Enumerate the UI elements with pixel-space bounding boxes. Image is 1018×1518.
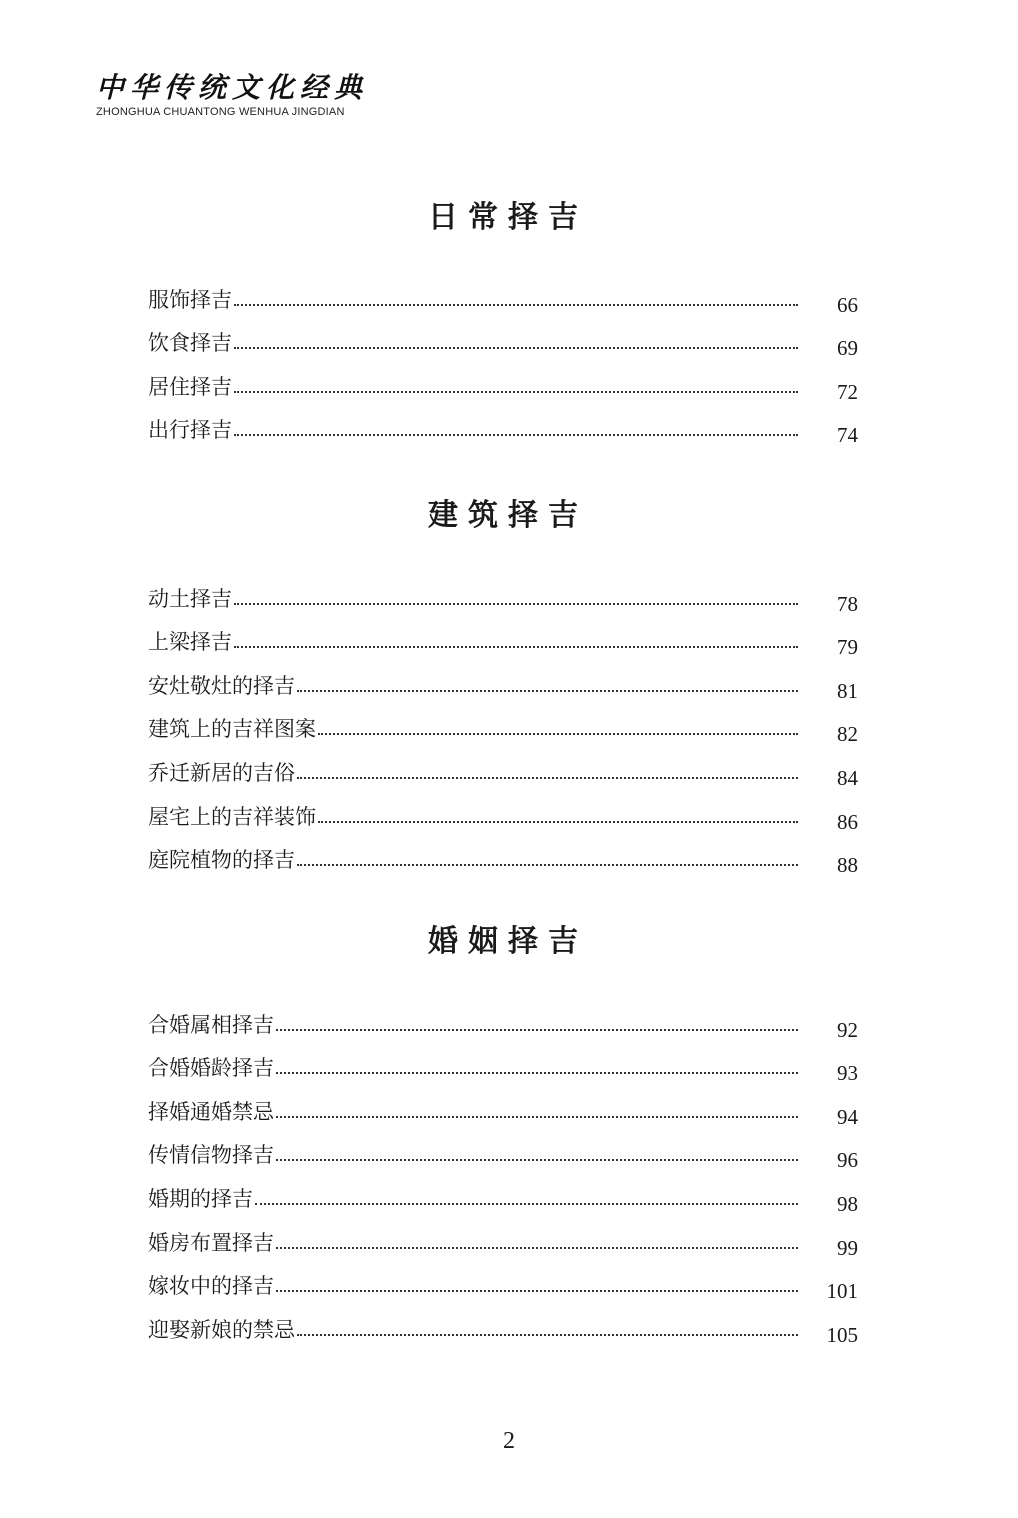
- toc-entry-label: 嫁妆中的择吉: [148, 1274, 274, 1299]
- toc-entry-label: 动土择吉: [148, 586, 232, 611]
- page-number: 2: [503, 1428, 515, 1454]
- toc-entry-page: 101: [826, 1279, 858, 1304]
- toc-entry[interactable]: [148, 1169, 858, 1216]
- toc-entry[interactable]: [148, 656, 858, 703]
- leader-dots: [297, 689, 798, 692]
- toc-list: [148, 270, 858, 448]
- toc-entry[interactable]: [148, 1300, 858, 1347]
- toc-entry-page: 88: [837, 853, 858, 878]
- toc-entry[interactable]: [148, 831, 858, 878]
- toc-entry-label: 上梁择吉: [148, 630, 232, 655]
- leader-dots: [297, 1333, 798, 1336]
- toc-entry-page: 92: [837, 1017, 858, 1042]
- toc-entry[interactable]: [148, 569, 858, 616]
- leader-dots: [276, 1028, 798, 1031]
- toc-entry-label: 婚房布置择吉: [148, 1230, 274, 1255]
- toc-entry[interactable]: [148, 787, 858, 834]
- leader-dots: [318, 820, 798, 823]
- series-title: 中华传统文化经典: [96, 71, 369, 104]
- toc-entry-page: 81: [837, 678, 858, 703]
- toc-entry-label: 合婚属相择吉: [148, 1012, 274, 1037]
- leader-dots: [297, 863, 798, 866]
- toc-entry[interactable]: [148, 314, 858, 361]
- leader-dots: [318, 732, 798, 735]
- toc-entry-page: 94: [837, 1104, 858, 1129]
- toc-entry-page: 78: [837, 591, 858, 616]
- leader-dots: [276, 1158, 798, 1161]
- leader-dots: [276, 1115, 798, 1118]
- toc-entry-page: 93: [837, 1061, 858, 1086]
- running-header: [96, 72, 368, 118]
- toc-entry-page: 66: [837, 292, 858, 317]
- toc-entry[interactable]: [148, 1257, 858, 1304]
- toc-entry-page: 84: [837, 765, 858, 790]
- leader-dots: [276, 1071, 798, 1074]
- toc-entry-label: 迎娶新娘的禁忌: [148, 1317, 295, 1342]
- toc-entry-page: 105: [826, 1322, 858, 1347]
- toc-entry[interactable]: [148, 743, 858, 790]
- toc-entry[interactable]: [148, 1126, 858, 1173]
- section-title: 日常择吉: [428, 200, 588, 235]
- toc-section-marriage: [148, 920, 858, 1347]
- toc-list: [148, 569, 858, 878]
- toc-entry-label: 合婚婚龄择吉: [148, 1056, 274, 1081]
- leader-dots: [276, 1289, 798, 1292]
- toc-entry-label: 乔迁新居的吉俗: [148, 760, 295, 785]
- toc-entry-page: 96: [837, 1148, 858, 1173]
- leader-dots: [234, 303, 798, 306]
- toc-entry-page: 74: [837, 423, 858, 448]
- toc-entry-page: 72: [837, 379, 858, 404]
- series-pinyin: ZHONGHUA CHUANTONG WENHUA JINGDIAN: [96, 106, 345, 118]
- toc-entry-label: 服饰择吉: [148, 287, 232, 312]
- toc-entry-label: 建筑上的吉祥图案: [148, 717, 316, 742]
- toc-section-building: [148, 494, 858, 878]
- toc-entry[interactable]: [148, 613, 858, 660]
- leader-dots: [234, 602, 798, 605]
- section-title: 婚姻择吉: [428, 924, 588, 959]
- toc-entry-page: 82: [837, 722, 858, 747]
- toc-entry-page: 86: [837, 809, 858, 834]
- toc-entry[interactable]: [148, 1213, 858, 1260]
- toc-entry-page: 79: [837, 635, 858, 660]
- toc-entry-page: 98: [837, 1191, 858, 1216]
- leader-dots: [234, 645, 798, 648]
- toc-entry-label: 婚期的择吉: [148, 1186, 253, 1211]
- leader-dots: [276, 1246, 798, 1249]
- toc-entry-label: 安灶敬灶的择吉: [148, 673, 295, 698]
- toc-entry[interactable]: [148, 700, 858, 747]
- toc-entry-label: 屋宅上的吉祥装饰: [148, 804, 316, 829]
- leader-dots: [234, 433, 798, 436]
- leader-dots: [234, 346, 798, 349]
- section-title: 建筑择吉: [428, 498, 588, 533]
- toc-entry-label: 饮食择吉: [148, 331, 232, 356]
- toc-entry-label: 居住择吉: [148, 374, 232, 399]
- leader-dots: [255, 1202, 798, 1205]
- toc-entry-label: 传情信物择吉: [148, 1143, 274, 1168]
- toc-entry[interactable]: [148, 401, 858, 448]
- toc-entry[interactable]: [148, 270, 858, 317]
- toc-entry[interactable]: [148, 995, 858, 1042]
- toc-entry[interactable]: [148, 1039, 858, 1086]
- toc-entry-page: 99: [837, 1235, 858, 1260]
- toc-entry-label: 择婚通婚禁忌: [148, 1099, 274, 1124]
- toc-entry-label: 庭院植物的择吉: [148, 848, 295, 873]
- toc-entry[interactable]: [148, 1082, 858, 1129]
- toc-entry-page: 69: [837, 336, 858, 361]
- toc-list: [148, 995, 858, 1347]
- toc-entry-label: 出行择吉: [148, 418, 232, 443]
- toc-section-daily: [148, 196, 858, 448]
- leader-dots: [297, 776, 798, 779]
- leader-dots: [234, 390, 798, 393]
- toc-entry[interactable]: [148, 357, 858, 404]
